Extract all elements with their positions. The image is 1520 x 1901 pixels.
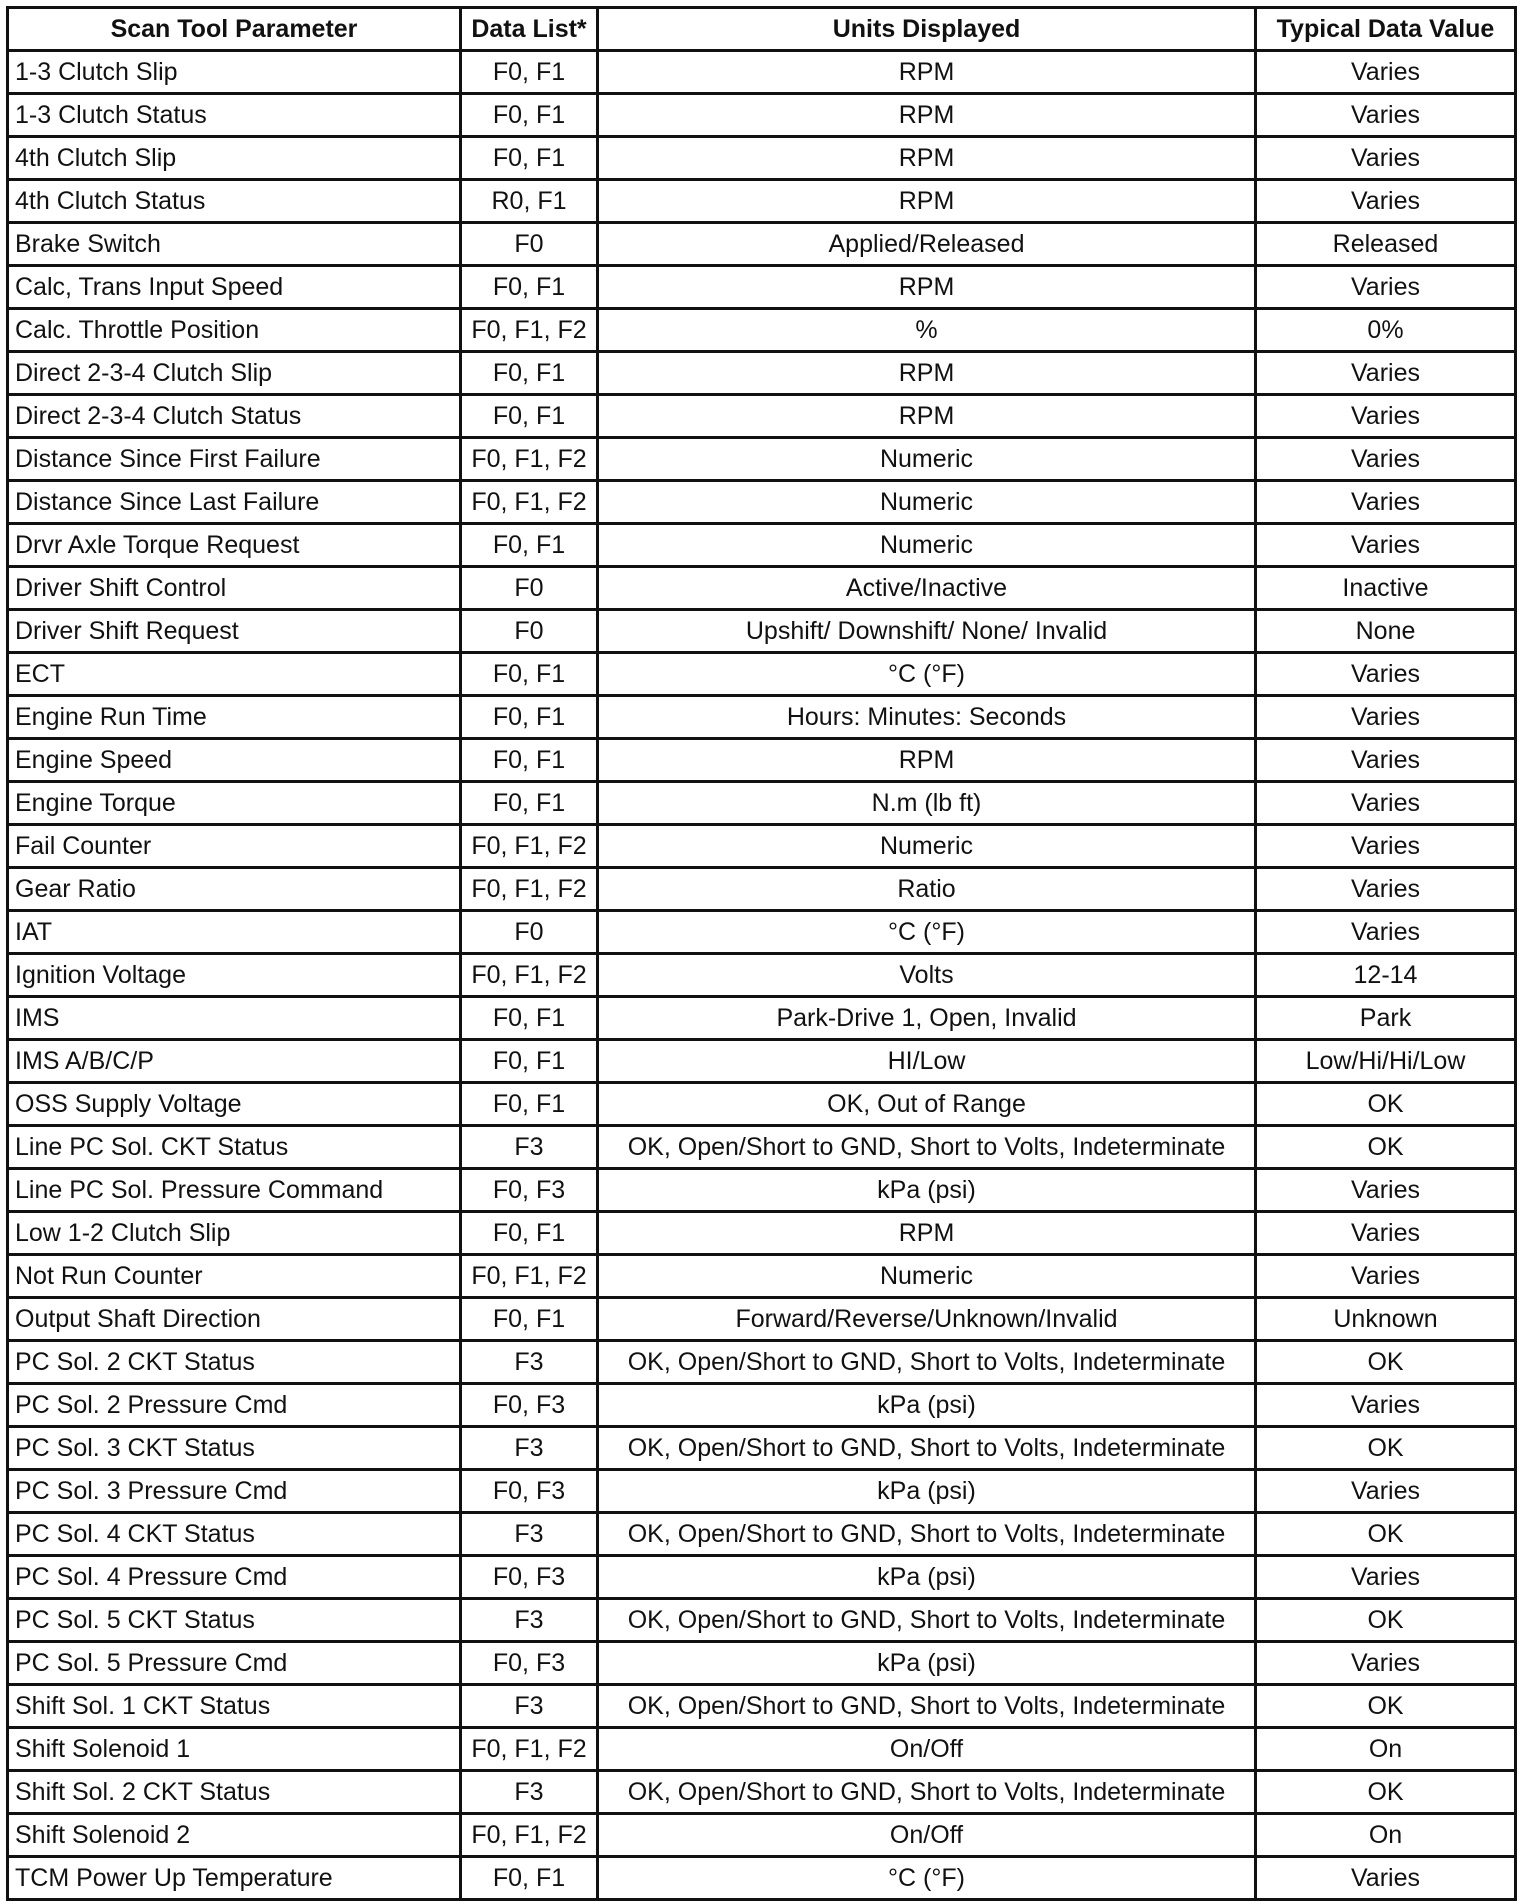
cell-scan-tool-parameter: 1-3 Clutch Slip [8, 51, 461, 94]
cell-units-displayed: RPM [598, 266, 1256, 309]
cell-units-displayed: RPM [598, 1212, 1256, 1255]
table-row [8, 1728, 1516, 1771]
cell-units-displayed: kPa (psi) [598, 1384, 1256, 1427]
cell-typical-data-value: Varies [1256, 51, 1516, 94]
cell-data-list: F0, F1 [461, 94, 598, 137]
cell-typical-data-value: Varies [1256, 868, 1516, 911]
cell-data-list: F0, F1, F2 [461, 309, 598, 352]
cell-scan-tool-parameter: Direct 2-3-4 Clutch Slip [8, 352, 461, 395]
cell-data-list: F0, F1, F2 [461, 1255, 598, 1298]
cell-units-displayed: RPM [598, 180, 1256, 223]
table-row [8, 825, 1516, 868]
cell-typical-data-value: Varies [1256, 825, 1516, 868]
cell-scan-tool-parameter: Brake Switch [8, 223, 461, 266]
cell-typical-data-value: Park [1256, 997, 1516, 1040]
cell-data-list: F0, F1 [461, 1083, 598, 1126]
cell-typical-data-value: Varies [1256, 1470, 1516, 1513]
cell-typical-data-value: Varies [1256, 696, 1516, 739]
table-row [8, 610, 1516, 653]
cell-scan-tool-parameter: 1-3 Clutch Status [8, 94, 461, 137]
table-row [8, 94, 1516, 137]
cell-data-list: F0, F1 [461, 1212, 598, 1255]
cell-typical-data-value: Varies [1256, 653, 1516, 696]
cell-typical-data-value: Varies [1256, 524, 1516, 567]
cell-scan-tool-parameter: Calc, Trans Input Speed [8, 266, 461, 309]
cell-typical-data-value: Varies [1256, 395, 1516, 438]
table-row [8, 395, 1516, 438]
cell-data-list: F3 [461, 1513, 598, 1556]
table-row [8, 1513, 1516, 1556]
cell-data-list: F3 [461, 1427, 598, 1470]
cell-units-displayed: OK, Open/Short to GND, Short to Volts, Indeterminate [598, 1599, 1256, 1642]
cell-data-list: F0, F1 [461, 352, 598, 395]
cell-units-displayed: Hours: Minutes: Seconds [598, 696, 1256, 739]
cell-data-list: F0, F3 [461, 1384, 598, 1427]
cell-scan-tool-parameter: PC Sol. 3 CKT Status [8, 1427, 461, 1470]
cell-units-displayed: Numeric [598, 481, 1256, 524]
table-row [8, 653, 1516, 696]
cell-scan-tool-parameter: PC Sol. 2 CKT Status [8, 1341, 461, 1384]
cell-scan-tool-parameter: PC Sol. 5 Pressure Cmd [8, 1642, 461, 1685]
cell-typical-data-value: Varies [1256, 481, 1516, 524]
cell-typical-data-value: Varies [1256, 1556, 1516, 1599]
cell-data-list: F3 [461, 1685, 598, 1728]
cell-scan-tool-parameter: TCM Power Up Temperature [8, 1857, 461, 1900]
cell-data-list: F0, F1 [461, 696, 598, 739]
cell-typical-data-value: Varies [1256, 1255, 1516, 1298]
cell-scan-tool-parameter: PC Sol. 2 Pressure Cmd [8, 1384, 461, 1427]
cell-units-displayed: OK, Open/Short to GND, Short to Volts, Indeterminate [598, 1685, 1256, 1728]
cell-typical-data-value: OK [1256, 1341, 1516, 1384]
cell-units-displayed: RPM [598, 352, 1256, 395]
header-data-list: Data List* [461, 8, 598, 51]
cell-scan-tool-parameter: PC Sol. 3 Pressure Cmd [8, 1470, 461, 1513]
table-row [8, 137, 1516, 180]
table-row [8, 1212, 1516, 1255]
table-body [8, 51, 1516, 1900]
cell-data-list: R0, F1 [461, 180, 598, 223]
cell-scan-tool-parameter: Low 1-2 Clutch Slip [8, 1212, 461, 1255]
cell-units-displayed: RPM [598, 395, 1256, 438]
document-page [6, 6, 1514, 1892]
table-row [8, 481, 1516, 524]
cell-typical-data-value: Varies [1256, 1642, 1516, 1685]
table-row [8, 1556, 1516, 1599]
cell-units-displayed: OK, Open/Short to GND, Short to Volts, Indeterminate [598, 1126, 1256, 1169]
cell-typical-data-value: OK [1256, 1771, 1516, 1814]
cell-scan-tool-parameter: OSS Supply Voltage [8, 1083, 461, 1126]
cell-scan-tool-parameter: PC Sol. 4 Pressure Cmd [8, 1556, 461, 1599]
cell-scan-tool-parameter: Engine Run Time [8, 696, 461, 739]
cell-units-displayed: Applied/Released [598, 223, 1256, 266]
table-row [8, 352, 1516, 395]
cell-typical-data-value: Released [1256, 223, 1516, 266]
cell-units-displayed: OK, Out of Range [598, 1083, 1256, 1126]
cell-units-displayed: Upshift/ Downshift/ None/ Invalid [598, 610, 1256, 653]
cell-scan-tool-parameter: ECT [8, 653, 461, 696]
cell-scan-tool-parameter: Ignition Voltage [8, 954, 461, 997]
cell-scan-tool-parameter: Shift Solenoid 2 [8, 1814, 461, 1857]
cell-scan-tool-parameter: Shift Solenoid 1 [8, 1728, 461, 1771]
cell-data-list: F0, F1, F2 [461, 825, 598, 868]
cell-typical-data-value: Inactive [1256, 567, 1516, 610]
table-row [8, 1814, 1516, 1857]
cell-scan-tool-parameter: Distance Since First Failure [8, 438, 461, 481]
cell-typical-data-value: Varies [1256, 911, 1516, 954]
table-header-row [8, 8, 1516, 51]
cell-typical-data-value: Varies [1256, 782, 1516, 825]
cell-units-displayed: kPa (psi) [598, 1556, 1256, 1599]
cell-units-displayed: Numeric [598, 524, 1256, 567]
table-row [8, 1771, 1516, 1814]
cell-data-list: F0, F1 [461, 997, 598, 1040]
cell-units-displayed: Ratio [598, 868, 1256, 911]
cell-units-displayed: RPM [598, 94, 1256, 137]
cell-typical-data-value: Varies [1256, 438, 1516, 481]
cell-data-list: F0, F1 [461, 1298, 598, 1341]
cell-data-list: F3 [461, 1126, 598, 1169]
cell-units-displayed: N.m (lb ft) [598, 782, 1256, 825]
cell-scan-tool-parameter: PC Sol. 4 CKT Status [8, 1513, 461, 1556]
table-row [8, 309, 1516, 352]
cell-units-displayed: kPa (psi) [598, 1470, 1256, 1513]
cell-data-list: F0, F1 [461, 1857, 598, 1900]
cell-units-displayed: Active/Inactive [598, 567, 1256, 610]
cell-typical-data-value: Varies [1256, 1212, 1516, 1255]
cell-typical-data-value: 12-14 [1256, 954, 1516, 997]
header-typical-data-value: Typical Data Value [1256, 8, 1516, 51]
cell-typical-data-value: Unknown [1256, 1298, 1516, 1341]
cell-typical-data-value: 0% [1256, 309, 1516, 352]
cell-scan-tool-parameter: Distance Since Last Failure [8, 481, 461, 524]
cell-data-list: F0, F1 [461, 395, 598, 438]
cell-scan-tool-parameter: Direct 2-3-4 Clutch Status [8, 395, 461, 438]
cell-data-list: F0, F1 [461, 739, 598, 782]
table-row [8, 997, 1516, 1040]
cell-typical-data-value: OK [1256, 1126, 1516, 1169]
cell-units-displayed: kPa (psi) [598, 1642, 1256, 1685]
cell-units-displayed: On/Off [598, 1728, 1256, 1771]
table-row [8, 524, 1516, 567]
cell-typical-data-value: OK [1256, 1513, 1516, 1556]
cell-data-list: F0, F1, F2 [461, 438, 598, 481]
cell-scan-tool-parameter: Shift Sol. 2 CKT Status [8, 1771, 461, 1814]
cell-data-list: F3 [461, 1771, 598, 1814]
table-row [8, 223, 1516, 266]
table-row [8, 51, 1516, 94]
cell-data-list: F0, F1 [461, 524, 598, 567]
cell-units-displayed: RPM [598, 739, 1256, 782]
cell-scan-tool-parameter: Fail Counter [8, 825, 461, 868]
table-row [8, 438, 1516, 481]
cell-typical-data-value: OK [1256, 1599, 1516, 1642]
cell-units-displayed: °C (°F) [598, 911, 1256, 954]
cell-data-list: F0, F1, F2 [461, 1728, 598, 1771]
cell-units-displayed: OK, Open/Short to GND, Short to Volts, Indeterminate [598, 1427, 1256, 1470]
cell-scan-tool-parameter: 4th Clutch Status [8, 180, 461, 223]
table-row [8, 1427, 1516, 1470]
cell-typical-data-value: Varies [1256, 739, 1516, 782]
cell-typical-data-value: Varies [1256, 266, 1516, 309]
table-row [8, 567, 1516, 610]
table-row [8, 180, 1516, 223]
table-row [8, 954, 1516, 997]
table-row [8, 1384, 1516, 1427]
cell-units-displayed: Volts [598, 954, 1256, 997]
cell-units-displayed: Park-Drive 1, Open, Invalid [598, 997, 1256, 1040]
cell-units-displayed: HI/Low [598, 1040, 1256, 1083]
table-row [8, 1642, 1516, 1685]
cell-data-list: F0, F1 [461, 137, 598, 180]
cell-typical-data-value: Varies [1256, 94, 1516, 137]
table-row [8, 739, 1516, 782]
cell-data-list: F0, F3 [461, 1642, 598, 1685]
table-row [8, 1857, 1516, 1900]
cell-units-displayed: OK, Open/Short to GND, Short to Volts, Indeterminate [598, 1341, 1256, 1384]
table-row [8, 1298, 1516, 1341]
cell-typical-data-value: Varies [1256, 180, 1516, 223]
cell-scan-tool-parameter: Engine Torque [8, 782, 461, 825]
cell-data-list: F0, F1 [461, 51, 598, 94]
cell-data-list: F0, F3 [461, 1470, 598, 1513]
cell-data-list: F0, F3 [461, 1556, 598, 1599]
cell-typical-data-value: On [1256, 1728, 1516, 1771]
table-row [8, 1685, 1516, 1728]
cell-scan-tool-parameter: Driver Shift Control [8, 567, 461, 610]
cell-data-list: F0, F1 [461, 266, 598, 309]
cell-typical-data-value: On [1256, 1814, 1516, 1857]
cell-typical-data-value: Varies [1256, 137, 1516, 180]
cell-data-list: F3 [461, 1599, 598, 1642]
cell-typical-data-value: OK [1256, 1685, 1516, 1728]
cell-scan-tool-parameter: PC Sol. 5 CKT Status [8, 1599, 461, 1642]
cell-units-displayed: On/Off [598, 1814, 1256, 1857]
cell-scan-tool-parameter: Line PC Sol. Pressure Command [8, 1169, 461, 1212]
cell-units-displayed: RPM [598, 51, 1256, 94]
cell-typical-data-value: Varies [1256, 1857, 1516, 1900]
cell-scan-tool-parameter: 4th Clutch Slip [8, 137, 461, 180]
table-row [8, 1470, 1516, 1513]
cell-units-displayed: OK, Open/Short to GND, Short to Volts, Indeterminate [598, 1513, 1256, 1556]
cell-scan-tool-parameter: IMS A/B/C/P [8, 1040, 461, 1083]
cell-units-displayed: % [598, 309, 1256, 352]
table-row [8, 1083, 1516, 1126]
cell-typical-data-value: Varies [1256, 352, 1516, 395]
cell-typical-data-value: Low/Hi/Hi/Low [1256, 1040, 1516, 1083]
cell-typical-data-value: OK [1256, 1083, 1516, 1126]
cell-typical-data-value: Varies [1256, 1384, 1516, 1427]
cell-scan-tool-parameter: IAT [8, 911, 461, 954]
cell-units-displayed: Forward/Reverse/Unknown/Invalid [598, 1298, 1256, 1341]
table-row [8, 1040, 1516, 1083]
cell-units-displayed: RPM [598, 137, 1256, 180]
cell-data-list: F3 [461, 1341, 598, 1384]
header-units-displayed: Units Displayed [598, 8, 1256, 51]
cell-data-list: F0 [461, 567, 598, 610]
cell-data-list: F0, F1, F2 [461, 481, 598, 524]
cell-scan-tool-parameter: Engine Speed [8, 739, 461, 782]
cell-units-displayed: kPa (psi) [598, 1169, 1256, 1212]
table-row [8, 1169, 1516, 1212]
cell-scan-tool-parameter: Not Run Counter [8, 1255, 461, 1298]
cell-data-list: F0 [461, 610, 598, 653]
cell-data-list: F0, F1, F2 [461, 868, 598, 911]
cell-typical-data-value: Varies [1256, 1169, 1516, 1212]
table-row [8, 782, 1516, 825]
cell-scan-tool-parameter: IMS [8, 997, 461, 1040]
cell-units-displayed: °C (°F) [598, 653, 1256, 696]
table-row [8, 1341, 1516, 1384]
scan-tool-data-table [6, 6, 1517, 1901]
cell-data-list: F0, F1, F2 [461, 954, 598, 997]
cell-data-list: F0, F1, F2 [461, 1814, 598, 1857]
cell-data-list: F0, F1 [461, 653, 598, 696]
cell-scan-tool-parameter: Drvr Axle Torque Request [8, 524, 461, 567]
cell-scan-tool-parameter: Shift Sol. 1 CKT Status [8, 1685, 461, 1728]
cell-units-displayed: Numeric [598, 825, 1256, 868]
table-row [8, 266, 1516, 309]
cell-data-list: F0, F1 [461, 782, 598, 825]
cell-data-list: F0 [461, 911, 598, 954]
cell-typical-data-value: OK [1256, 1427, 1516, 1470]
cell-scan-tool-parameter: Line PC Sol. CKT Status [8, 1126, 461, 1169]
cell-scan-tool-parameter: Gear Ratio [8, 868, 461, 911]
cell-units-displayed: OK, Open/Short to GND, Short to Volts, Indeterminate [598, 1771, 1256, 1814]
cell-data-list: F0, F3 [461, 1169, 598, 1212]
table-row [8, 868, 1516, 911]
cell-units-displayed: Numeric [598, 438, 1256, 481]
table-row [8, 1126, 1516, 1169]
cell-scan-tool-parameter: Driver Shift Request [8, 610, 461, 653]
table-row [8, 911, 1516, 954]
table-row [8, 1255, 1516, 1298]
cell-scan-tool-parameter: Output Shaft Direction [8, 1298, 461, 1341]
cell-units-displayed: °C (°F) [598, 1857, 1256, 1900]
cell-units-displayed: Numeric [598, 1255, 1256, 1298]
cell-typical-data-value: None [1256, 610, 1516, 653]
cell-data-list: F0 [461, 223, 598, 266]
cell-scan-tool-parameter: Calc. Throttle Position [8, 309, 461, 352]
table-row [8, 1599, 1516, 1642]
cell-data-list: F0, F1 [461, 1040, 598, 1083]
table-row [8, 696, 1516, 739]
header-scan-tool-parameter: Scan Tool Parameter [8, 8, 461, 51]
